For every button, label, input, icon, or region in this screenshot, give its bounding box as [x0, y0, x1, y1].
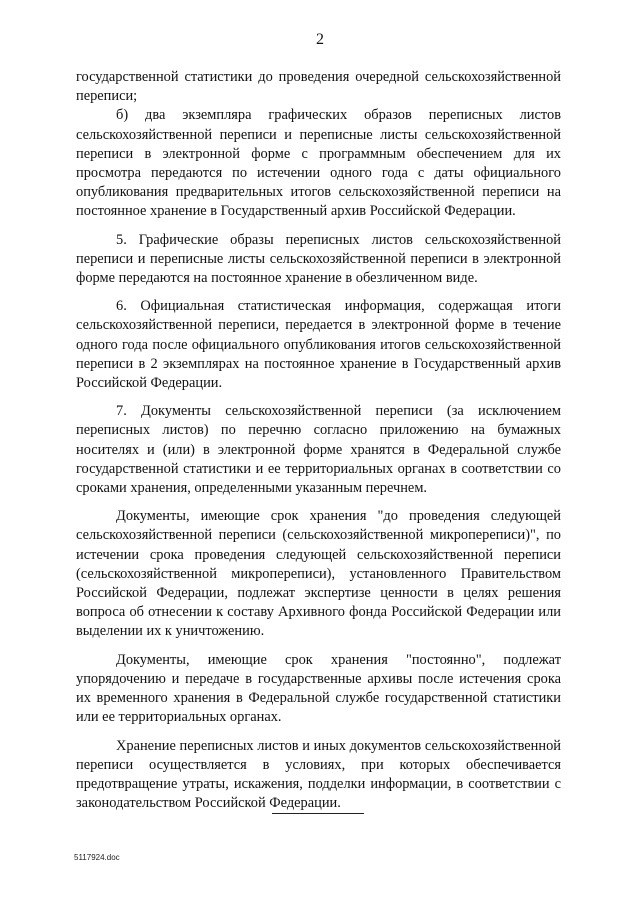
document-file-code: 5117924.doc [74, 853, 120, 862]
paragraph-7-retention-next-census: Документы, имеющие срок хранения "до проведения следующей сельскохозяйственной переписи (сельскохозяйственной микропереписи)", по истечении срока проведения следующей сельскохозяйственной переписи (сельскохозяйственной микропереписи), установленного Правительством Российской Федерации, подлежат экспертизе ценности в целях решения вопроса об отнесении к составу Архивного фонда Российской Федерации или выделении их к уничтожению. [76, 508, 561, 640]
paragraph-continuation: государственной статистики до проведения очередной сельскохозяйственной переписи; [76, 69, 561, 105]
end-divider [272, 813, 364, 814]
document-body [76, 68, 561, 813]
paragraph-7: 7. Документы сельскохозяйственной переписи (за исключением переписных листов) по перечню согласно приложению на бумажных носителях и (или) в электронной форме хранятся в Федеральной службе государственной статистики и ее территориальных органах в соответствии со сроками хранения, определенными указанным перечнем. [76, 403, 561, 497]
paragraph-6: 6. Официальная статистическая информация, содержащая итоги сельскохозяйственной переписи, передается в электронной форме в течение одного года после официального опубликования итогов сельскохозяйственной переписи в 2 экземплярах на постоянное хранение в Государственный архив Российской Федерации. [76, 298, 561, 392]
paragraph-7-storage-conditions: Хранение переписных листов и иных документов сельскохозяйственной переписи осуществляется в условиях, при которых обеспечивается предотвращение утраты, искажения, подделки информации, в соответствии с законодательством Российской Федерации. [76, 737, 561, 812]
paragraph-item-b: б) два экземпляра графических образов переписных листов сельскохозяйственной переписи и переписные листы сельскохозяйственной переписи в электронной форме с программным обеспечением для их просмотра передаются по истечении одного года с даты официального опубликования предварительных итогов сельскохозяйственной переписи на постоянное хранение в Государственный архив Российской Федерации. [76, 107, 561, 220]
paragraph-7-retention-permanent: Документы, имеющие срок хранения "постоянно", подлежат упорядочению и передаче в государственные архивы после истечения срока их временного хранения в Федеральной службе государственной статистики или ее территориальных органах. [76, 651, 561, 726]
page-number: 2 [316, 31, 324, 48]
paragraph-5: 5. Графические образы переписных листов сельскохозяйственной переписи и переписные листы сельскохозяйственной переписи в электронной форме передаются на постоянное хранение в обезличенном виде. [76, 231, 561, 287]
